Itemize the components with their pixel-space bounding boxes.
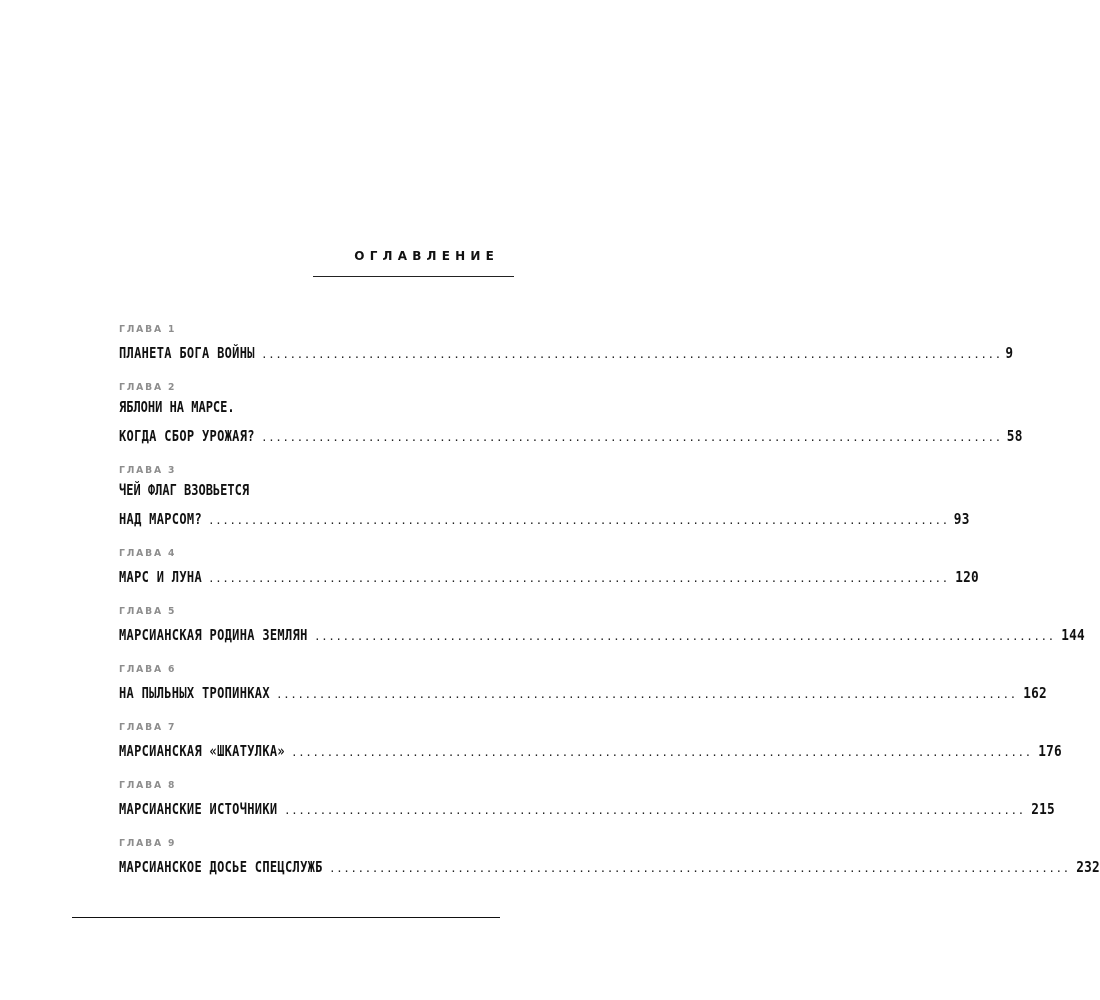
chapter-label: ГЛАВА 2 bbox=[119, 382, 177, 393]
dot-leader: ........................................................................................................ bbox=[208, 572, 949, 585]
footer-divider bbox=[72, 917, 500, 918]
toc-entry[interactable] bbox=[119, 854, 1100, 876]
toc-entry[interactable] bbox=[119, 738, 1062, 760]
toc-entry[interactable] bbox=[119, 423, 1023, 445]
chapter-title: НА ПЫЛЬНЫХ ТРОПИНКАХ bbox=[119, 684, 270, 702]
dot-leader: ........................................................................................................ bbox=[208, 514, 949, 527]
chapter-title: НАД МАРСОМ? bbox=[119, 510, 202, 528]
chapter-label: ГЛАВА 1 bbox=[119, 324, 177, 335]
dot-leader: ........................................................................................................ bbox=[261, 431, 1002, 444]
chapter-label: ГЛАВА 5 bbox=[119, 606, 177, 617]
toc-entry[interactable] bbox=[119, 506, 970, 528]
chapter-label: ГЛАВА 8 bbox=[119, 780, 177, 791]
dot-leader: ........................................................................................................ bbox=[291, 746, 1032, 759]
chapter-title: ПЛАНЕТА БОГА ВОЙНЫ bbox=[119, 344, 255, 362]
page-number: 162 bbox=[1022, 684, 1047, 702]
toc-entry[interactable] bbox=[119, 680, 1047, 702]
page-number: 9 bbox=[1005, 344, 1014, 362]
page-title: ОГЛАВЛЕНИЕ bbox=[354, 249, 499, 263]
chapter-label: ГЛАВА 9 bbox=[119, 838, 177, 849]
chapter-title-line: ЯБЛОНИ НА МАРСЕ. bbox=[119, 398, 235, 416]
title-divider bbox=[313, 276, 514, 277]
chapter-label: ГЛАВА 7 bbox=[119, 722, 177, 733]
chapter-label: ГЛАВА 4 bbox=[119, 548, 177, 559]
dot-leader: ........................................................................................................ bbox=[284, 804, 1025, 817]
page-number: 232 bbox=[1075, 858, 1100, 876]
toc-entry[interactable] bbox=[119, 796, 1055, 818]
page-number: 176 bbox=[1037, 742, 1062, 760]
chapter-title: МАРСИАНСКОЕ ДОСЬЕ СПЕЦСЛУЖБ bbox=[119, 858, 323, 876]
chapter-title: МАРСИАНСКАЯ РОДИНА ЗЕМЛЯН bbox=[119, 626, 308, 644]
page-number: 93 bbox=[953, 510, 970, 528]
chapter-title: МАРСИАНСКИЕ ИСТОЧНИКИ bbox=[119, 800, 278, 818]
chapter-title: КОГДА СБОР УРОЖАЯ? bbox=[119, 427, 255, 445]
page-number: 120 bbox=[954, 568, 979, 586]
toc-entry[interactable] bbox=[119, 340, 1014, 362]
page-number: 215 bbox=[1030, 800, 1055, 818]
dot-leader: ........................................................................................................ bbox=[276, 688, 1017, 701]
page-number: 144 bbox=[1060, 626, 1085, 644]
toc-entry[interactable] bbox=[119, 622, 1085, 644]
chapter-label: ГЛАВА 3 bbox=[119, 465, 177, 476]
page-number: 58 bbox=[1006, 427, 1023, 445]
dot-leader: ........................................................................................................ bbox=[261, 348, 1002, 361]
dot-leader: ........................................................................................................ bbox=[314, 630, 1055, 643]
toc-entry[interactable] bbox=[119, 564, 979, 586]
chapter-label: ГЛАВА 6 bbox=[119, 664, 177, 675]
chapter-title: МАРСИАНСКАЯ «ШКАТУЛКА» bbox=[119, 742, 285, 760]
chapter-title-line: ЧЕЙ ФЛАГ ВЗОВЬЕТСЯ bbox=[119, 481, 250, 499]
dot-leader: ........................................................................................................ bbox=[329, 862, 1070, 875]
chapter-title: МАРС И ЛУНА bbox=[119, 568, 202, 586]
